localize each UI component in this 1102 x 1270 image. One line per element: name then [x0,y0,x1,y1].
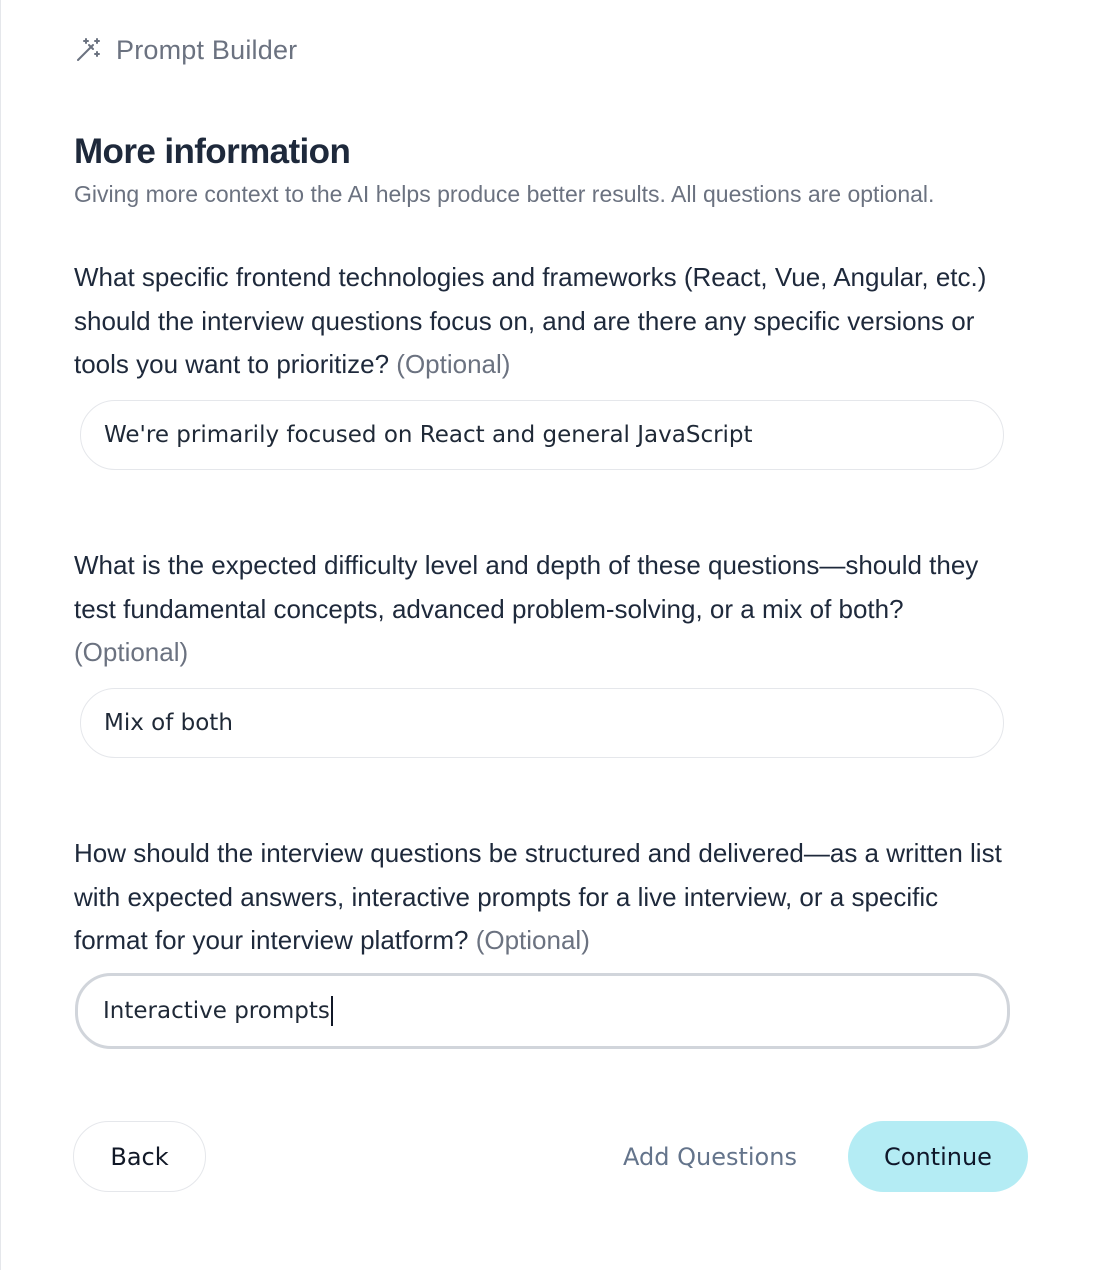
optional-label: (Optional) [74,637,189,667]
continue-button[interactable]: Continue [848,1121,1028,1192]
app-title: Prompt Builder [116,34,298,65]
question-text: What is the expected difficulty level and depth of these questions—should they test fundamental concepts, advanced problem-solving, or a mix of both? [74,550,979,624]
optional-label: (Optional) [475,925,590,955]
page-subtitle: Giving more context to the AI helps produce better results. All questions are optional. [74,181,935,207]
page-title: More information [74,132,351,171]
question-technologies [74,256,1014,387]
answer-value: We're primarily focused on React and general JavaScript [104,422,753,448]
optional-label: (Optional) [396,349,511,379]
answer-input-difficulty[interactable] [80,688,1004,758]
question-text: What specific frontend technologies and frameworks (React, Vue, Angular, etc.) should the interview questions focus on, and are there any specific versions or tools you want to prioritize? [74,262,987,379]
question-difficulty [74,544,1014,675]
add-questions-button[interactable]: Add Questions [623,1142,797,1171]
answer-input-format[interactable] [75,973,1010,1049]
question-format [74,832,1014,963]
answer-input-technologies[interactable] [80,400,1004,470]
text-caret [331,996,333,1026]
frame-edge [0,0,1,1270]
answer-value: Mix of both [104,710,233,736]
back-button[interactable]: Back [73,1121,206,1192]
answer-value: Interactive prompts [103,998,330,1024]
app-header [74,30,297,70]
question-text: How should the interview questions be structured and delivered—as a written list with expected answers, interactive prompts for a live interview, or a specific format for your interview platform? [74,838,1002,955]
magic-wand-icon [74,36,102,64]
